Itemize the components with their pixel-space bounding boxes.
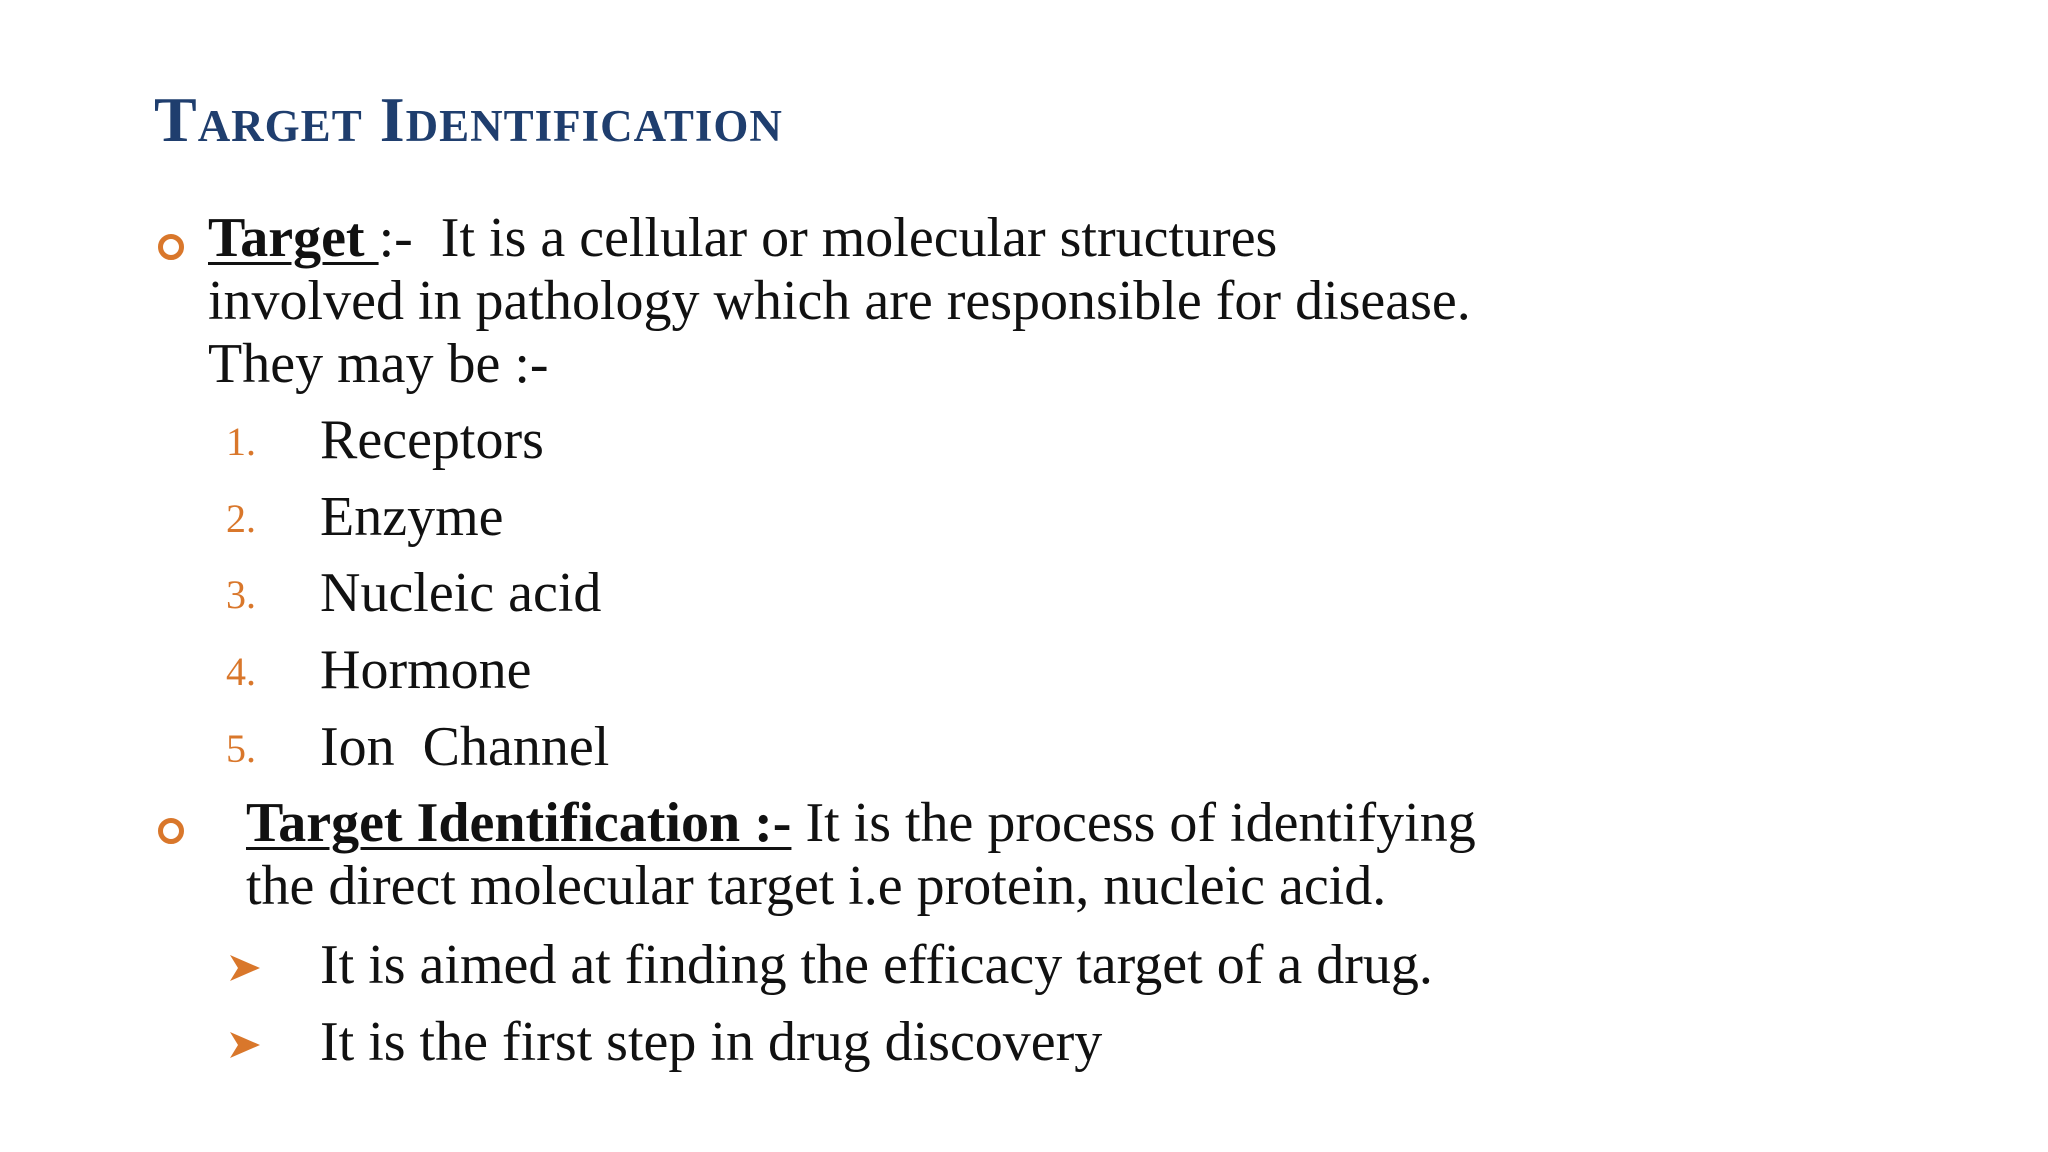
list-number: 1. <box>226 419 256 464</box>
identification-definition-line-1 <box>246 792 1476 855</box>
detail-item-first-step: It is the first step in drug discovery <box>320 1011 1103 1073</box>
identification-definition-text: It is the process of identifying <box>791 792 1476 854</box>
target-definition-text: It is a cellular or molecular structures <box>412 207 1278 269</box>
list-number: 3. <box>226 572 256 617</box>
hollow-circle-bullet-icon <box>158 234 184 260</box>
target-definition-line-3: They may be :- <box>208 333 549 395</box>
list-item-enzyme: Enzyme <box>320 486 504 548</box>
arrow-bullet-icon <box>228 1028 262 1062</box>
target-term: Target <box>208 207 379 269</box>
list-number: 2. <box>226 496 256 541</box>
identification-definition-line-2: the direct molecular target i.e protein, nucleic acid. <box>246 855 1387 917</box>
list-item-nucleic-acid: Nucleic acid <box>320 562 602 624</box>
list-item-ion-channel: Ion Channel <box>320 716 610 778</box>
identification-term: Target Identification :- <box>246 792 792 854</box>
detail-item-efficacy: It is aimed at finding the efficacy target of a drug. <box>320 934 1433 996</box>
slide-title: Target Identification <box>154 84 783 155</box>
arrow-bullet-icon <box>228 951 262 985</box>
list-item-hormone: Hormone <box>320 639 532 701</box>
list-item-receptors: Receptors <box>320 409 544 471</box>
target-definition-line-2: involved in pathology which are responsible for disease. <box>208 270 1471 332</box>
target-definition-line-1 <box>208 207 1277 270</box>
target-separator: :- <box>378 207 413 269</box>
hollow-circle-bullet-icon <box>158 818 184 844</box>
list-number: 4. <box>226 649 256 694</box>
list-number: 5. <box>226 726 256 771</box>
